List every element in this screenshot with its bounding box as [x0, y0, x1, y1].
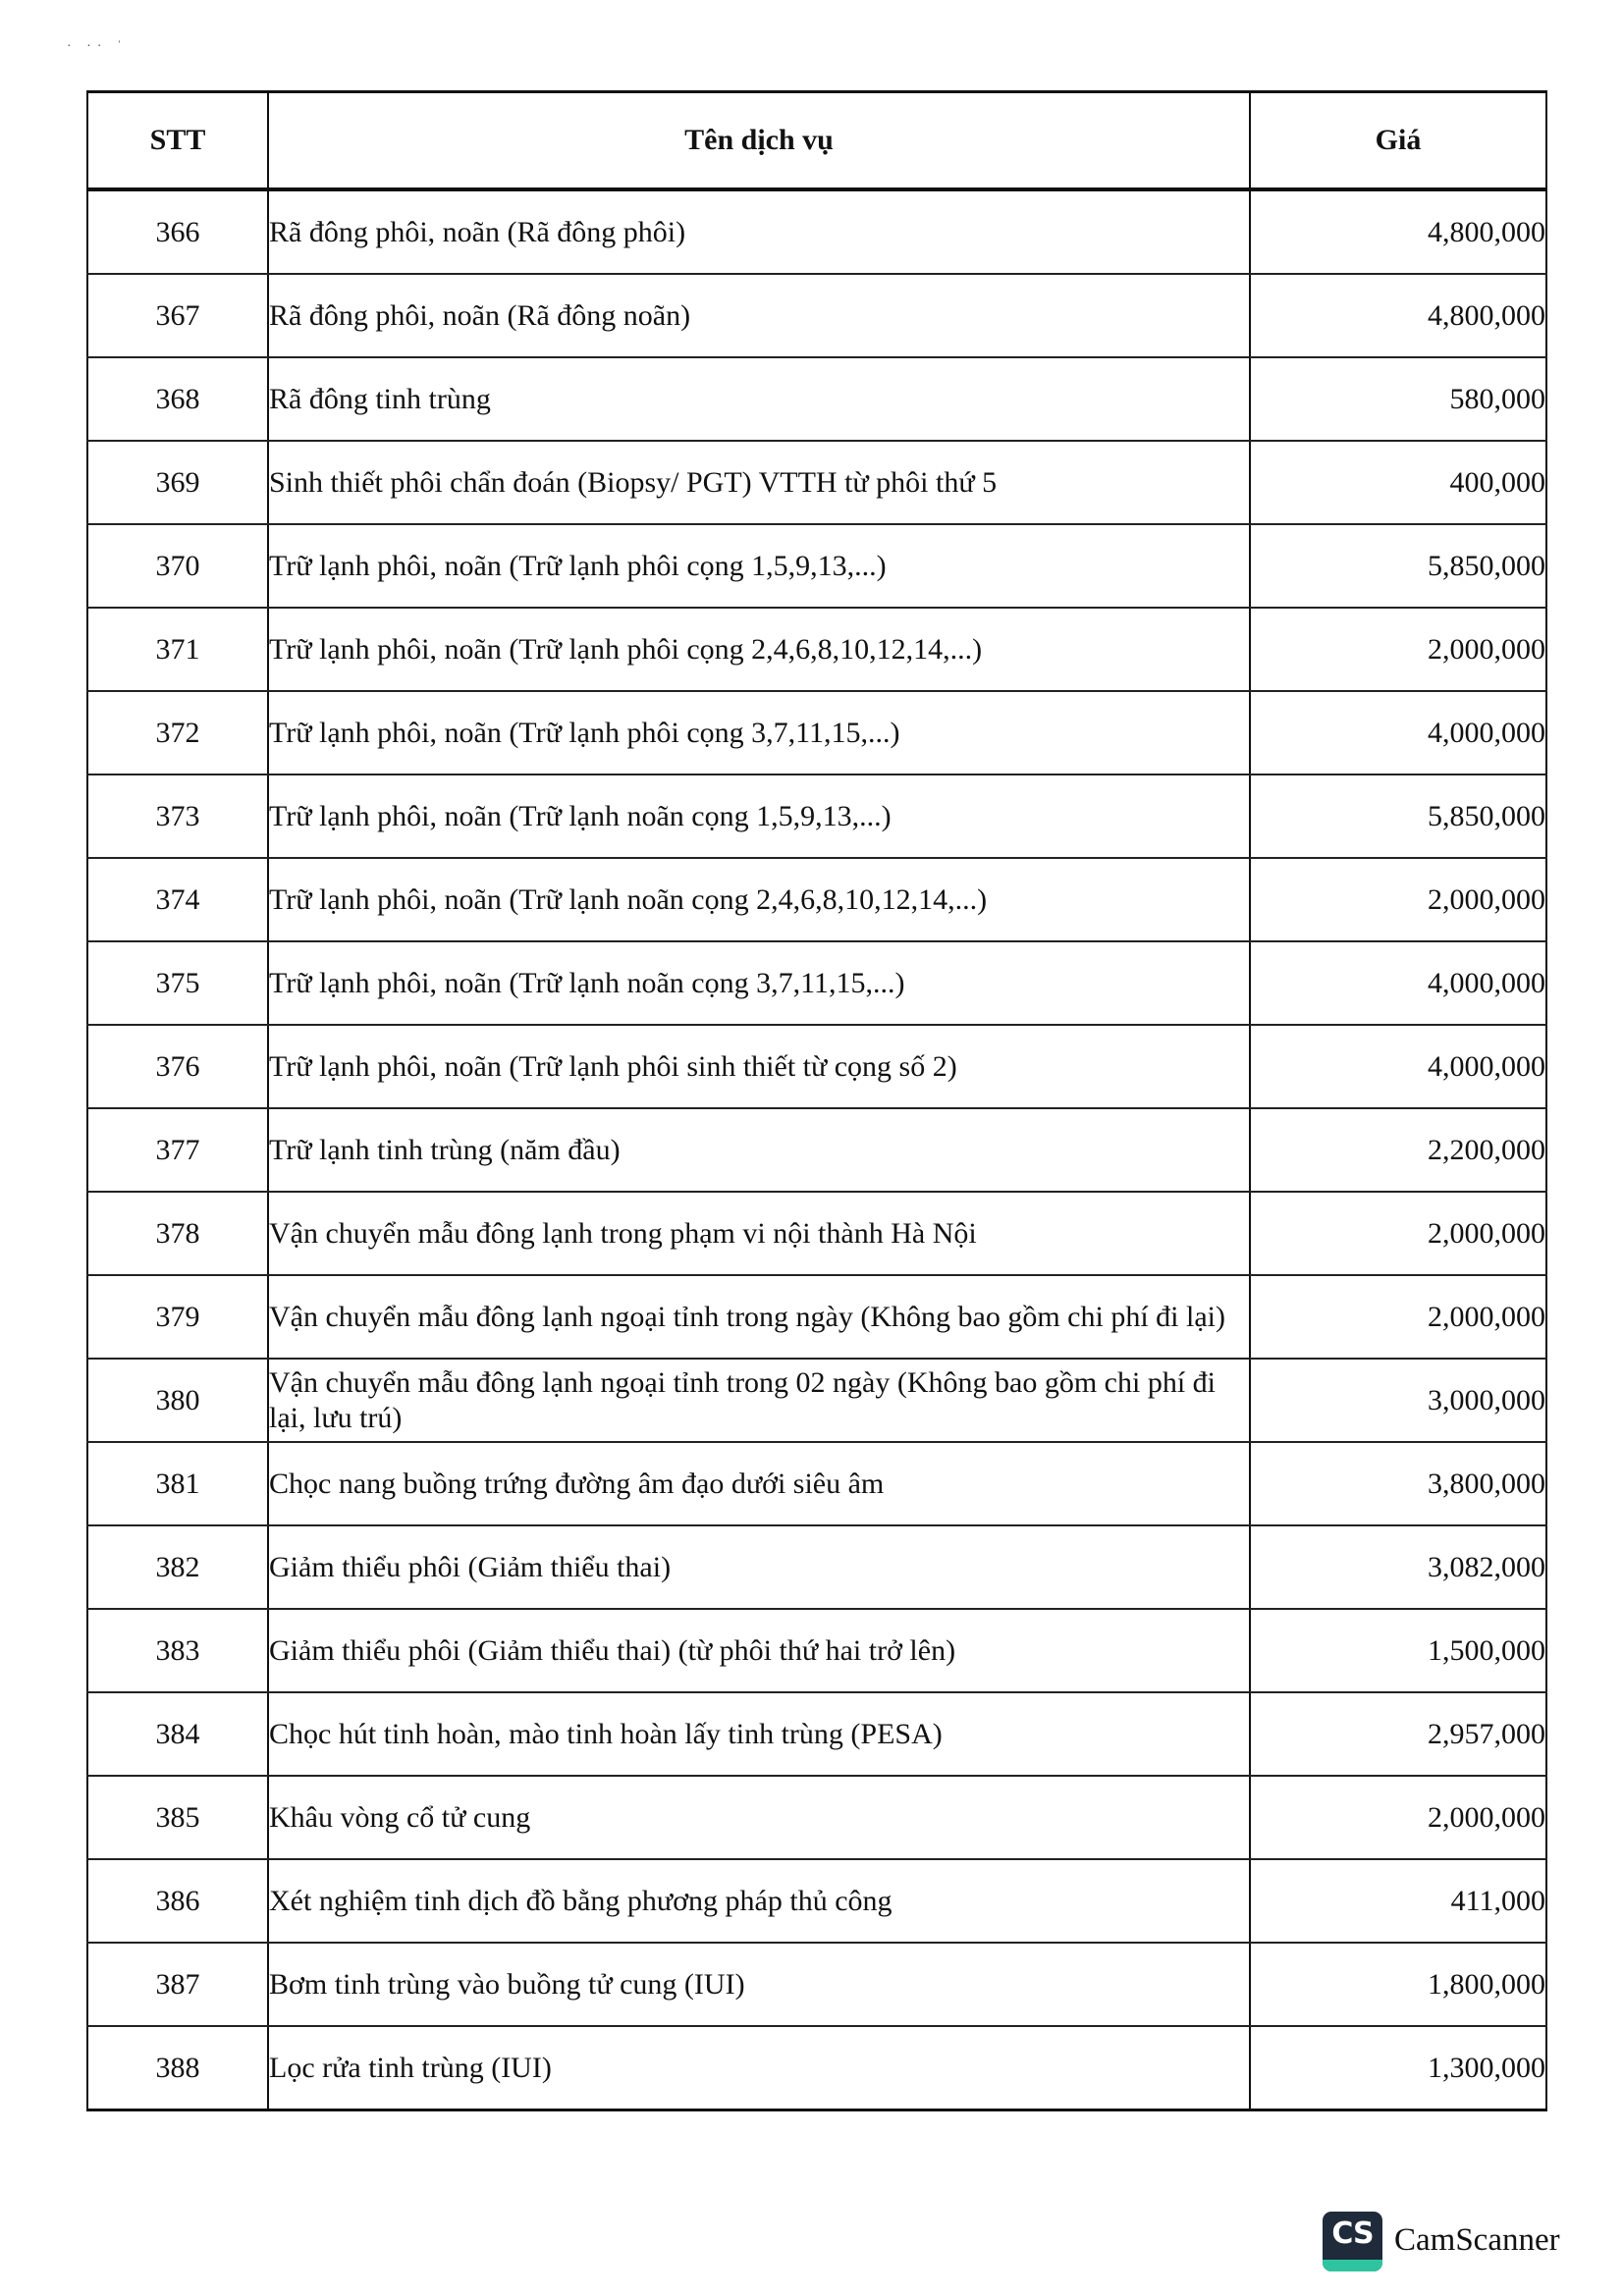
row-stt: 384 — [87, 1692, 268, 1776]
row-stt: 382 — [87, 1525, 268, 1609]
row-price: 3,800,000 — [1250, 1442, 1546, 1525]
row-service-name: Trữ lạnh phôi, noãn (Trữ lạnh phôi cọng 3,7,11,15,...) — [268, 691, 1250, 774]
row-stt: 376 — [87, 1025, 268, 1108]
row-price: 5,850,000 — [1250, 524, 1546, 608]
row-service-name: Trữ lạnh phôi, noãn (Trữ lạnh phôi cọng 1,5,9,13,...) — [268, 524, 1250, 608]
row-stt: 379 — [87, 1275, 268, 1359]
table-row — [87, 1025, 1546, 1108]
row-service-name: Giảm thiểu phôi (Giảm thiểu thai) (từ phôi thứ hai trở lên) — [268, 1609, 1250, 1692]
row-stt: 367 — [87, 274, 268, 357]
row-service-name: Rã đông phôi, noãn (Rã đông noãn) — [268, 274, 1250, 357]
row-price: 580,000 — [1250, 357, 1546, 441]
camscanner-watermark: CamScanner — [1394, 2222, 1560, 2258]
row-service-name: Trữ lạnh tinh trùng (năm đầu) — [268, 1108, 1250, 1192]
table-row — [87, 1525, 1546, 1609]
row-service-name: Xét nghiệm tinh dịch đồ bằng phương pháp thủ công — [268, 1859, 1250, 1943]
row-service-name: Khâu vòng cổ tử cung — [268, 1776, 1250, 1859]
row-price: 1,800,000 — [1250, 1943, 1546, 2026]
row-service-name: Vận chuyển mẫu đông lạnh ngoại tỉnh trong ngày (Không bao gồm chi phí đi lại) — [268, 1275, 1250, 1359]
table-row — [87, 441, 1546, 524]
header-price: Giá — [1250, 92, 1546, 190]
row-price: 2,000,000 — [1250, 1776, 1546, 1859]
table-row — [87, 1943, 1546, 2026]
camscanner-logo-text: CS — [1331, 2216, 1374, 2251]
row-stt: 369 — [87, 441, 268, 524]
row-price: 2,957,000 — [1250, 1692, 1546, 1776]
row-price: 4,000,000 — [1250, 1025, 1546, 1108]
row-price: 2,000,000 — [1250, 1275, 1546, 1359]
row-stt: 388 — [87, 2026, 268, 2110]
table-row — [87, 1609, 1546, 1692]
table-row — [87, 774, 1546, 858]
row-price: 2,000,000 — [1250, 858, 1546, 941]
row-service-name: Vận chuyển mẫu đông lạnh ngoại tỉnh trong 02 ngày (Không bao gồm chi phí đi lại, lưu trú) — [268, 1359, 1250, 1442]
row-price: 3,000,000 — [1250, 1359, 1546, 1442]
table-row — [87, 1859, 1546, 1943]
row-stt: 386 — [87, 1859, 268, 1943]
row-stt: 366 — [87, 189, 268, 274]
row-service-name: Chọc nang buồng trứng đường âm đạo dưới siêu âm — [268, 1442, 1250, 1525]
row-service-name: Bơm tinh trùng vào buồng tử cung (IUI) — [268, 1943, 1250, 2026]
row-stt: 371 — [87, 608, 268, 691]
row-stt: 383 — [87, 1609, 268, 1692]
table-row — [87, 1192, 1546, 1275]
table-row — [87, 1692, 1546, 1776]
row-stt: 387 — [87, 1943, 268, 2026]
table-row — [87, 608, 1546, 691]
row-service-name: Rã đông tinh trùng — [268, 357, 1250, 441]
row-service-name: Trữ lạnh phôi, noãn (Trữ lạnh noãn cọng 2,4,6,8,10,12,14,...) — [268, 858, 1250, 941]
table-row — [87, 691, 1546, 774]
row-service-name: Lọc rửa tinh trùng (IUI) — [268, 2026, 1250, 2110]
row-price: 400,000 — [1250, 441, 1546, 524]
row-service-name: Trữ lạnh phôi, noãn (Trữ lạnh phôi cọng 2,4,6,8,10,12,14,...) — [268, 608, 1250, 691]
row-stt: 385 — [87, 1776, 268, 1859]
row-service-name: Chọc hút tinh hoàn, mào tinh hoàn lấy tinh trùng (PESA) — [268, 1692, 1250, 1776]
table-row — [87, 1359, 1546, 1442]
table-row — [87, 1442, 1546, 1525]
table-row — [87, 2026, 1546, 2110]
row-stt: 370 — [87, 524, 268, 608]
table-row — [87, 274, 1546, 357]
row-service-name: Trữ lạnh phôi, noãn (Trữ lạnh phôi sinh thiết từ cọng số 2) — [268, 1025, 1250, 1108]
table-header-row — [87, 92, 1546, 190]
table-row — [87, 357, 1546, 441]
row-service-name: Trữ lạnh phôi, noãn (Trữ lạnh noãn cọng 1,5,9,13,...) — [268, 774, 1250, 858]
price-table — [86, 90, 1547, 2111]
row-stt: 368 — [87, 357, 268, 441]
camscanner-logo-band — [1323, 2260, 1382, 2271]
row-price: 1,500,000 — [1250, 1609, 1546, 1692]
row-price: 1,300,000 — [1250, 2026, 1546, 2110]
row-price: 3,082,000 — [1250, 1525, 1546, 1609]
header-stt: STT — [87, 92, 268, 190]
row-stt: 372 — [87, 691, 268, 774]
table-row — [87, 941, 1546, 1025]
table-row — [87, 1776, 1546, 1859]
row-service-name: Vận chuyển mẫu đông lạnh trong phạm vi nội thành Hà Nội — [268, 1192, 1250, 1275]
row-price: 411,000 — [1250, 1859, 1546, 1943]
row-price: 2,200,000 — [1250, 1108, 1546, 1192]
row-service-name: Rã đông phôi, noãn (Rã đông phôi) — [268, 189, 1250, 274]
row-stt: 377 — [87, 1108, 268, 1192]
row-stt: 373 — [87, 774, 268, 858]
row-stt: 375 — [87, 941, 268, 1025]
header-service-name: Tên dịch vụ — [268, 92, 1250, 190]
row-service-name: Giảm thiểu phôi (Giảm thiểu thai) — [268, 1525, 1250, 1609]
scan-specks: · ·· ˈ — [67, 39, 128, 54]
row-price: 5,850,000 — [1250, 774, 1546, 858]
row-service-name: Sinh thiết phôi chẩn đoán (Biopsy/ PGT) VTTH từ phôi thứ 5 — [268, 441, 1250, 524]
row-stt: 380 — [87, 1359, 268, 1442]
table-row — [87, 524, 1546, 608]
table-row — [87, 1108, 1546, 1192]
table-row — [87, 858, 1546, 941]
row-service-name: Trữ lạnh phôi, noãn (Trữ lạnh noãn cọng 3,7,11,15,...) — [268, 941, 1250, 1025]
table-row — [87, 1275, 1546, 1359]
row-price: 4,000,000 — [1250, 941, 1546, 1025]
row-stt: 374 — [87, 858, 268, 941]
row-price: 4,800,000 — [1250, 274, 1546, 357]
table-row — [87, 189, 1546, 274]
row-price: 2,000,000 — [1250, 608, 1546, 691]
row-stt: 381 — [87, 1442, 268, 1525]
row-price: 4,800,000 — [1250, 189, 1546, 274]
camscanner-logo-icon — [1323, 2212, 1382, 2271]
row-price: 2,000,000 — [1250, 1192, 1546, 1275]
row-stt: 378 — [87, 1192, 268, 1275]
row-price: 4,000,000 — [1250, 691, 1546, 774]
